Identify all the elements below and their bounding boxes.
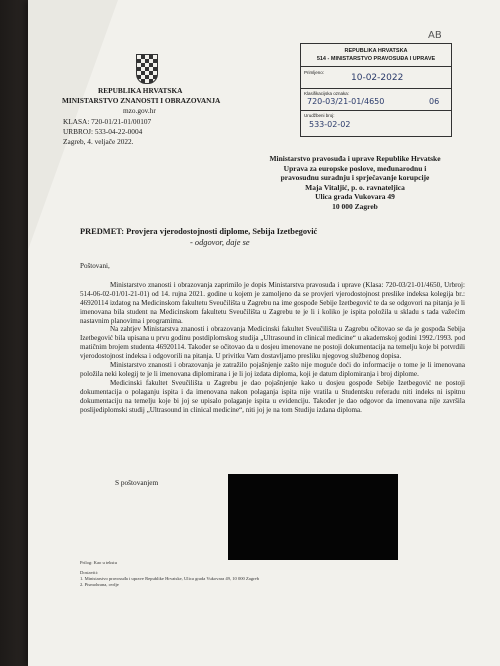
header-ministry: MINISTARSTVO ZNANOSTI I OBRAZOVANJA (62, 96, 221, 105)
stamp-org-value: 06 (429, 97, 440, 106)
stamp-received-label: Primljeno: (304, 70, 325, 75)
recipient-line: Uprava za europske poslove, međunarodnu i (283, 163, 427, 173)
recipient-address (240, 154, 470, 211)
stamp-row-urbroj (301, 110, 451, 136)
footer-line: 1. Ministarstvo pravosuđa i uprave Republike Hrvatske, Ulica grada Vukovara 49, 10 000 Zagreb (80, 576, 260, 581)
subject-label: PREDMET: (80, 227, 125, 236)
stamp-urbroj-label: Urudžbeni broj: (304, 113, 335, 118)
recipient-line: Ministarstvo pravosuđa i uprave Republike Hrvatske (269, 154, 441, 163)
subject-sub: - odgovor, daje se (190, 238, 250, 247)
header-klasa: KLASA: 720-01/21-01/00107 (63, 117, 152, 126)
redacted-signature (228, 474, 398, 560)
paragraph: Ministarstvo znanosti i obrazovanja je zatražilo pojašnjenje zašto nije moguće doći do informacije o tome je li imenovana položila neki kolegij te je li imenovana diplomirana i je li joj izdata diploma, koji je datum diplomiranja i broj diplome. (80, 361, 465, 378)
stamp-title: REPUBLIKA HRVATSKA (344, 48, 408, 54)
stamp-klasa-label: Klasifikacijska oznaka: (304, 91, 350, 96)
letter-body (80, 262, 465, 415)
footer-line: 2. Pismohrana, ovdje (80, 582, 119, 587)
coat-of-arms-icon (136, 54, 158, 84)
footer-line: Prilog: Kao u tekstu (80, 560, 117, 565)
stamp-subtitle: 514 - MINISTARSTVO PRAVOSUĐA I UPRAVE (316, 56, 436, 62)
header-urbroj: URBROJ: 533-04-22-0004 (63, 127, 143, 136)
subject (80, 226, 317, 248)
greeting: Poštovani, (80, 262, 110, 270)
subject-text: Provjera vjerodostojnosti diplome, Sebija Izetbegović (126, 227, 318, 236)
handwritten-mark: AB (428, 30, 442, 41)
footer (80, 560, 380, 588)
recipient-line: 10 000 Zagreb (332, 201, 378, 211)
recipient-line: pravosudnu suradnju i sprječavanje korupcije (280, 173, 430, 182)
paragraph: Medicinski fakultet Sveučilišta u Zagrebu je dao pojašnjenje kako u dosjeu gospođe Sebije Izetbegović ne postoji dokumentacija o polaganju ispita i da imenovana nakon polaganja ispita nije vratila u Studentsku referadu niti indeks ni ispitnu dokumentaciju na temelju koje bi joj se upisalo polaganje ispita u evidenciju. Također je dao odgovor da imenovana nije završila poslijediplomski studij „Ultrasound in clinical medicine“, niti joj je na tom Studiju izdana diploma. (80, 378, 465, 414)
stamp-urbroj-value: 533-02-02 (309, 120, 351, 129)
closing: S poštovanjem (115, 478, 159, 487)
header-date: Zagreb, 4. veljače 2022. (63, 137, 134, 146)
stamp-row-received (301, 66, 451, 89)
paragraph: Ministarstvo znanosti i obrazovanja zaprimilo je dopis Ministarstva pravosuđa i uprave (Klasa: 720-03/21-01/4650, Urbroj: 514-06-02-01/01-21-01) od 14. rujna 2021. godine u kojem je zamoljeno da se provjeri vjerodostojnost preslike indeksa kolegija br.: 46920114 izdatog na Medicinskom fakultetu Sveučilišta u Zagrebu na ime gospođe Sebije Izetbegović te da se odgovori na pitanja je li imenovana bila student na Medicinskom fakultetu Sveučilišta u Zagrebu te je li i koliko je ispita položila u skladu s tada važećim nastavnim planovima i programima. (80, 280, 465, 325)
header-website: mzo.gov.hr (123, 106, 156, 115)
stamp-received-value: 10-02-2022 (351, 73, 404, 83)
stamp-row-klasa (301, 88, 451, 111)
footer-line: Dostaviti: (80, 570, 99, 575)
stamp-klasa-value: 720-03/21-01/4650 (307, 97, 385, 106)
paragraph: Na zahtjev Ministarstva znanosti i obrazovanja Medicinski fakultet Sveučilišta u Zagrebu očitovao se da je gospođa Sebija Izetbegović bila upisana u prvu godinu postdiplomskog studija „Ultrasound in clinical medicine“ u akademskoj godini 1992./1993. pod matičnim brojem studenta 46920114. Također se očitovao da u dosjeu imenovane ne postoji dokumentacija na temelju koje bi potvrdili vjerodostojnost indeksa i odgovorili na pitanja. U privitku Vam dostavljamo presliku njegovog službenog dopisa. (80, 325, 465, 361)
header-country: REPUBLIKA HRVATSKA (98, 86, 183, 95)
recipient-line: Maja Vitaljić, p. o. ravnateljica (305, 182, 405, 192)
registry-stamp (300, 43, 452, 137)
recipient-line: Ulica grada Vukovara 49 (315, 192, 395, 201)
